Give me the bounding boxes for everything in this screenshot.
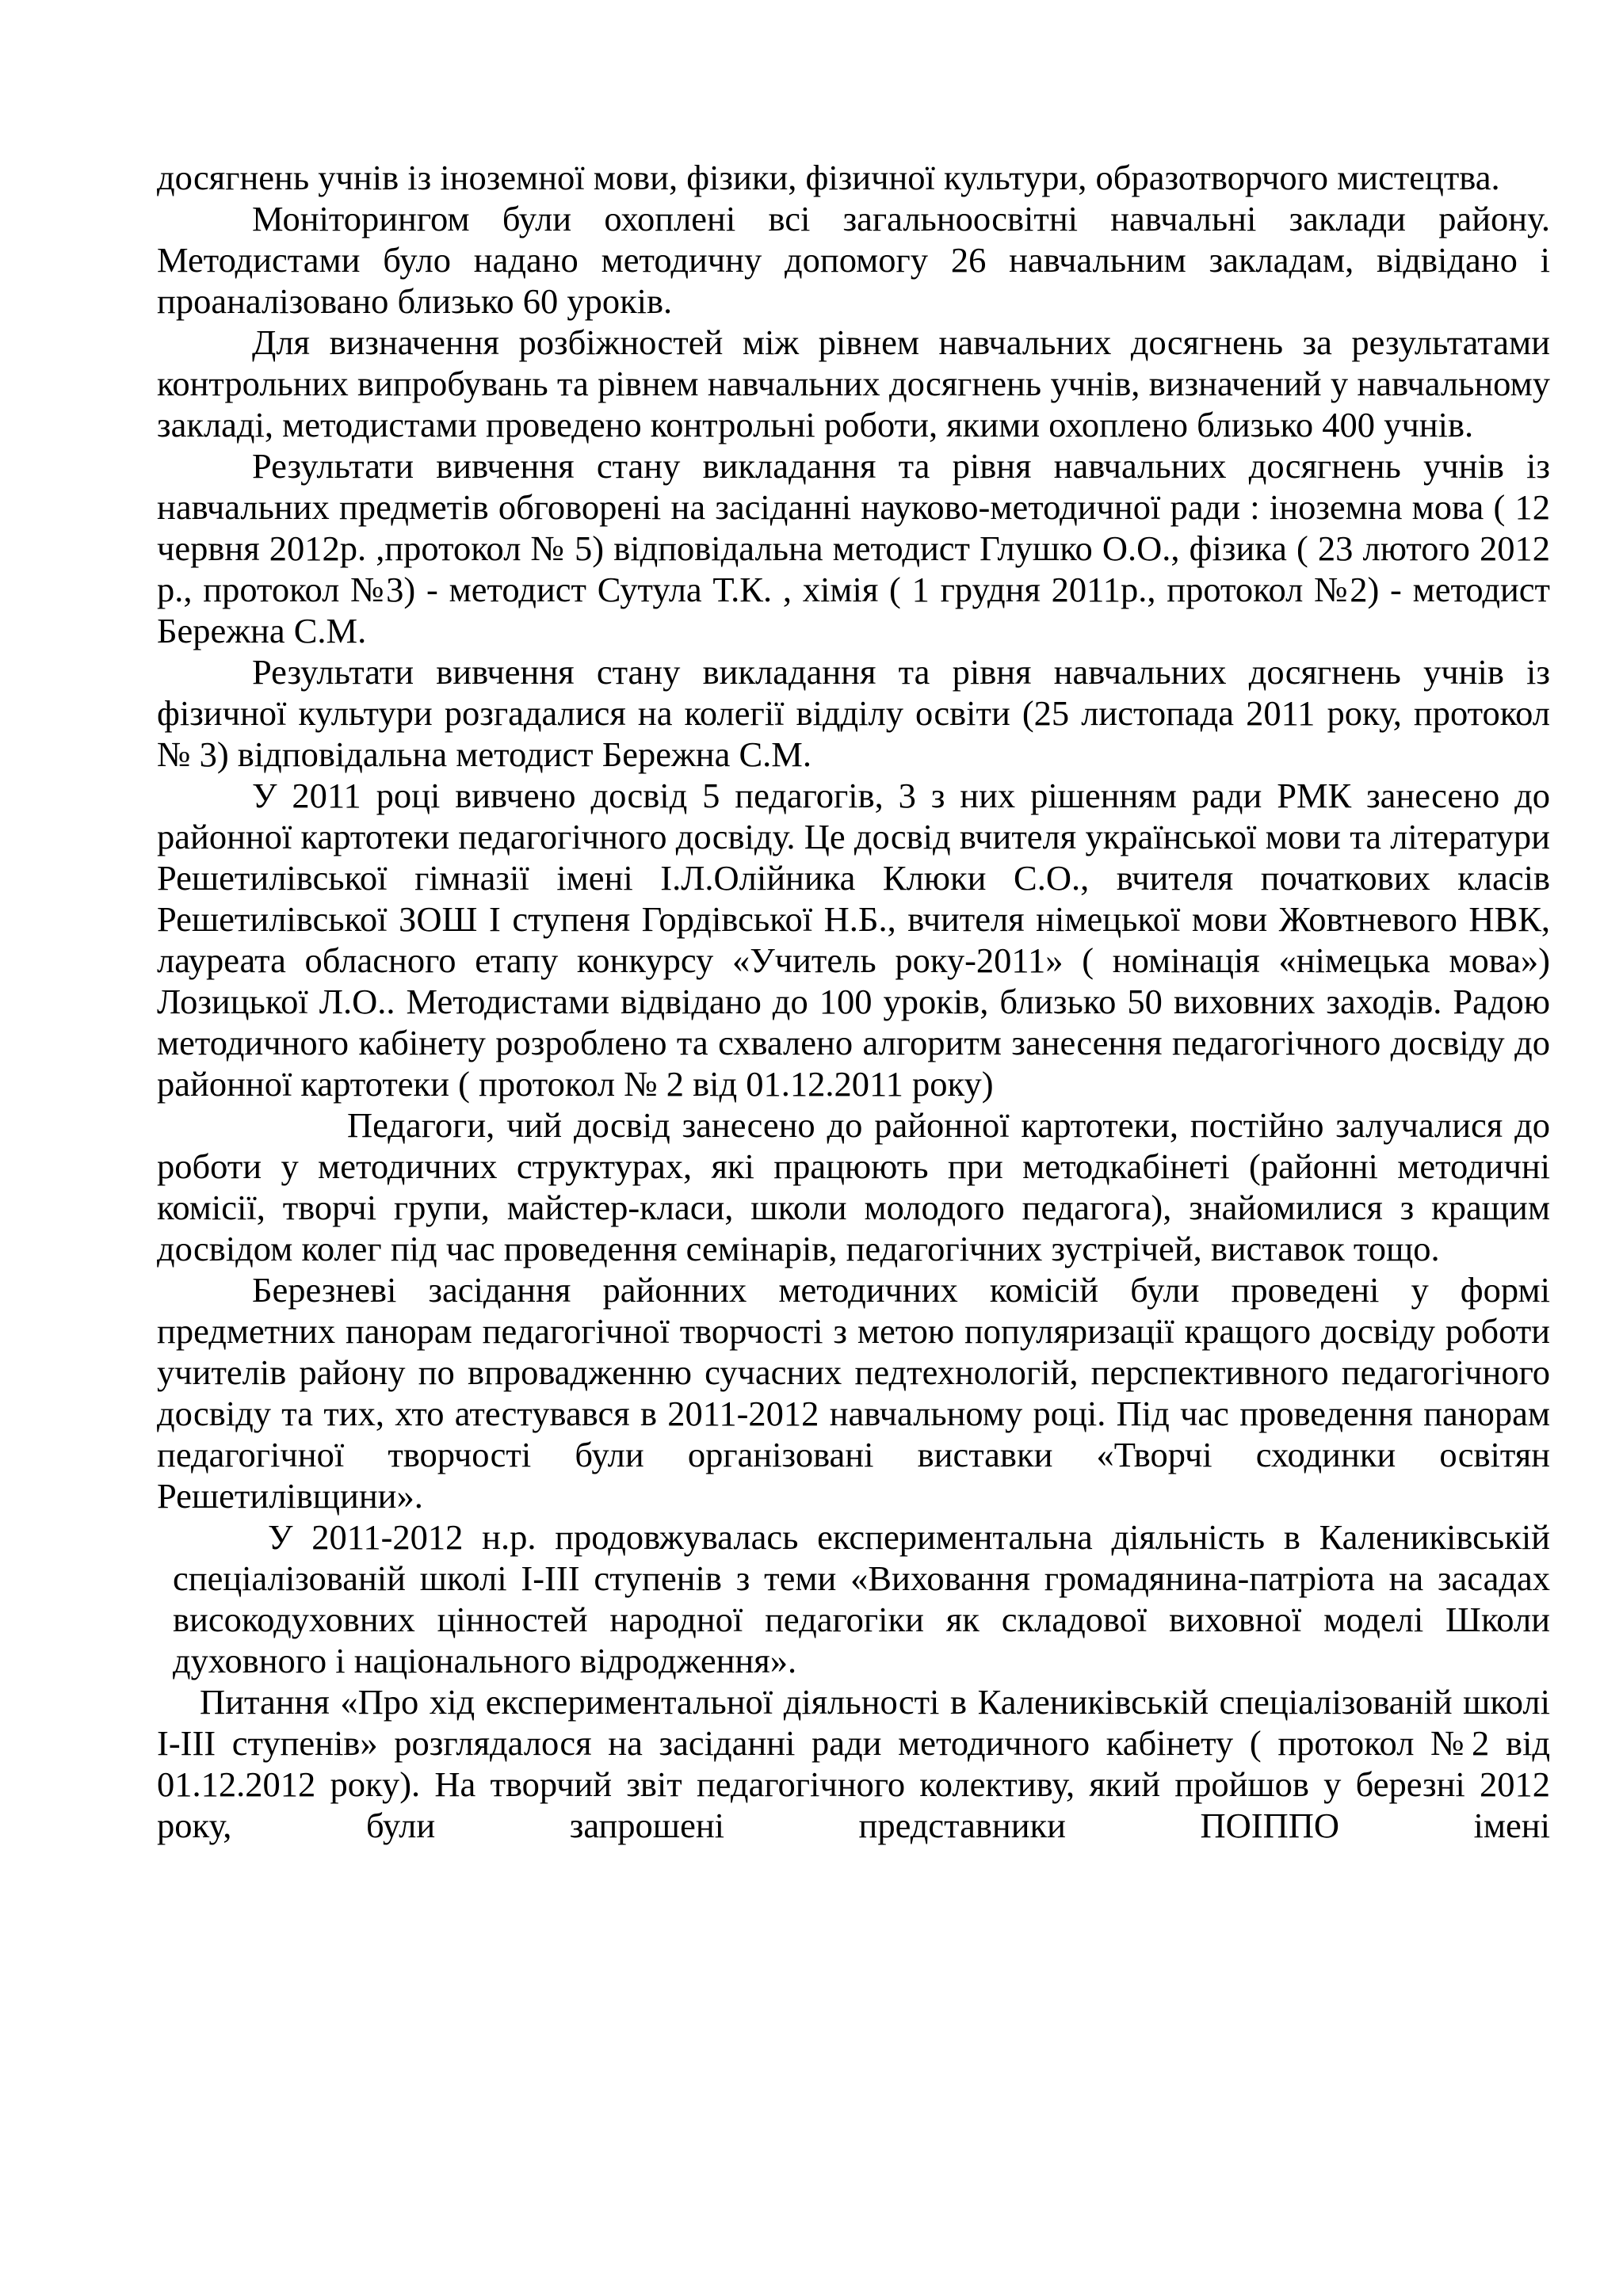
paragraph-1: досягнень учнів із іноземної мови, фізики, фізичної культури, образотворчого мистецтва. [157,158,1500,197]
paragraph-9: У 2011-2012 н.р. продовжувалась експериментальна діяльність в Калениківській спеціалізованій школі І-ІІІ ступенів з теми «Виховання громадянина-патріота на засадах високодуховних цінностей народної педагогіки як складової виховної моделі Школи духовного і національного відродження». [173,1517,1550,1680]
paragraph-4: Результати вивчення стану викладання та рівня навчальних досягнень учнів із навчальних предметів обговорені на засіданні науково-методичної ради : іноземна мова ( 12 червня 2012р. ,протокол № 5) відповідальна методист Глушко О.О., фізика ( 23 лютого 2012 р., протокол №3) - методист Сутула Т.К. , хімія ( 1 грудня 2011р., протокол №2) - методист Бережна С.М. [157,446,1550,650]
paragraph-6: У 2011 році вивчено досвід 5 педагогів, 3 з них рішенням ради РМК занесено до районної картотеки педагогічного досвіду. Це досвід вчителя української мови та літератури Решетилівської гімназії імені І.Л.Олійника Клюки С.О., вчителя початкових класів Решетилівської ЗОШ І ступеня Гордівської Н.Б., вчителя німецької мови Жовтневого НВК, лауреата обласного етапу конкурсу «Учитель року-2011» ( номінація «німецька мова») Лозицької Л.О.. Методистами відвідано до 100 уроків, близько 50 виховних заходів. Радою методичного кабінету розроблено та схвалено алгоритм занесення педагогічного досвіду до районної картотеки ( протокол № 2 від 01.12.2011 року) [157,776,1550,1104]
paragraph-8: Березневі засідання районних методичних комісій були проведені у формі предметних панорам педагогічної творчості з метою популяризації кращого досвіду роботи учителів району по впровадженню сучасних педтехнологій, перспективного педагогічного досвіду та тих, хто атестувався в 2011-2012 навчальному році. Під час проведення панорам педагогічної творчості були організовані виставки «Творчі сходинки освітян Решетилівщини». [157,1270,1550,1516]
paragraph-2: Моніторингом були охоплені всі загальноосвітні навчальні заклади району. Методистами було надано методичну допомогу 26 навчальним закладам, відвідано і проаналізовано близько 60 уроків. [157,199,1550,321]
paragraph-10: Питання «Про хід експериментальної діяльності в Калениківській спеціалізованій школі І-ІІІ ступенів» розглядалося на засіданні ради методичного кабінету ( протокол №2 від 01.12.2012 року). На творчий звіт педагогічного колективу, який пройшов у березні 2012 року, були запрошені представники ПОІППО імені [157,1682,1550,1845]
paragraph-3: Для визначення розбіжностей між рівнем навчальних досягнень за результатами контрольних випробувань та рівнем навчальних досягнень учнів, визначений у навчальному закладі, методистами проведено контрольні роботи, якими охоплено близько 400 учнів. [157,322,1550,444]
paragraph-7: Педагоги, чий досвід занесено до районної картотеки, постійно залучалися до роботи у методичних структурах, які працюють при методкабінеті (районні методичні комісії, творчі групи, майстер-класи, школи молодого педагога), знайомилися з кращим досвідом колег під час проведення семінарів, педагогічних зустрічей, виставок тощо. [157,1105,1550,1268]
document-body [157,157,1550,1846]
paragraph-5: Результати вивчення стану викладання та рівня навчальних досягнень учнів із фізичної культури розгадалися на колегії відділу освіти (25 листопада 2011 року, протокол № 3) відповідальна методист Бережна С.М. [157,652,1550,774]
